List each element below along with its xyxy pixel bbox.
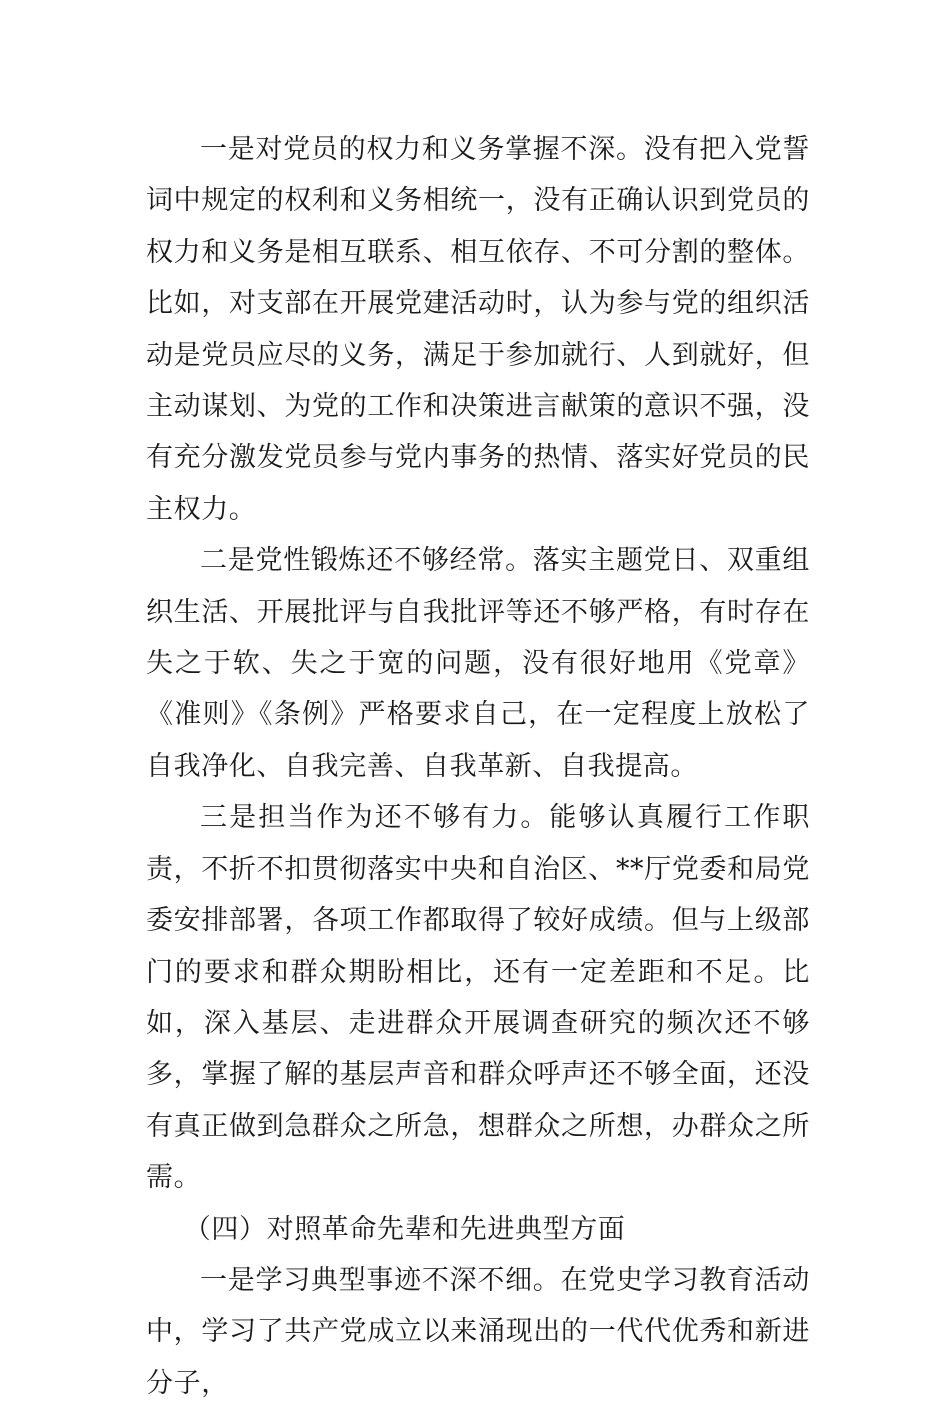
paragraph-study-examples: 一是学习典型事迹不深不细。在党史学习教育活动中，学习了共产党成立以来涌现出的一代代优秀和新进分子， (146, 1264, 810, 1399)
document-page (146, 124, 810, 1409)
paragraph-party-rights: 一是对党员的权力和义务掌握不深。没有把入党誓词中规定的权利和义务相统一，没有正确认识到党员的权力和义务是相互联系、相互依存、不可分割的整体。比如，对支部在开展党建活动时，认为参与党的组织活动是党员应尽的义务，满足于参加就行、人到就好，但主动谋划、为党的工作和决策进言献策的意识不强，没有充分激发党员参与党内事务的热情、落实好党员的民主权力。 (146, 134, 810, 525)
paragraph-party-training: 二是党性锻炼还不够经常。落实主题党日、双重组织生活、开展批评与自我批评等还不够严格，有时存在失之于软、失之于宽的问题，没有很好地用《党章》《准则》《条例》严格要求自己，在一定程度上放松了自我净化、自我完善、自我革新、自我提高。 (146, 545, 810, 782)
section-heading: （四）对照革命先辈和先进典型方面 (183, 1213, 626, 1245)
paragraph-responsibility: 三是担当作为还不够有力。能够认真履行工作职责，不折不扣贯彻落实中央和自治区、**厅党委和局党委安排部署，各项工作都取得了较好成绩。但与上级部门的要求和群众期盼相比，还有一定差距和不足。比如，深入基层、走进群众开展调查研究的频次还不够多，掌握了解的基层声音和群众呼声还不够全面，还没有真正做到急群众之所急，想群众之所想，办群众之所需。 (146, 802, 810, 1194)
